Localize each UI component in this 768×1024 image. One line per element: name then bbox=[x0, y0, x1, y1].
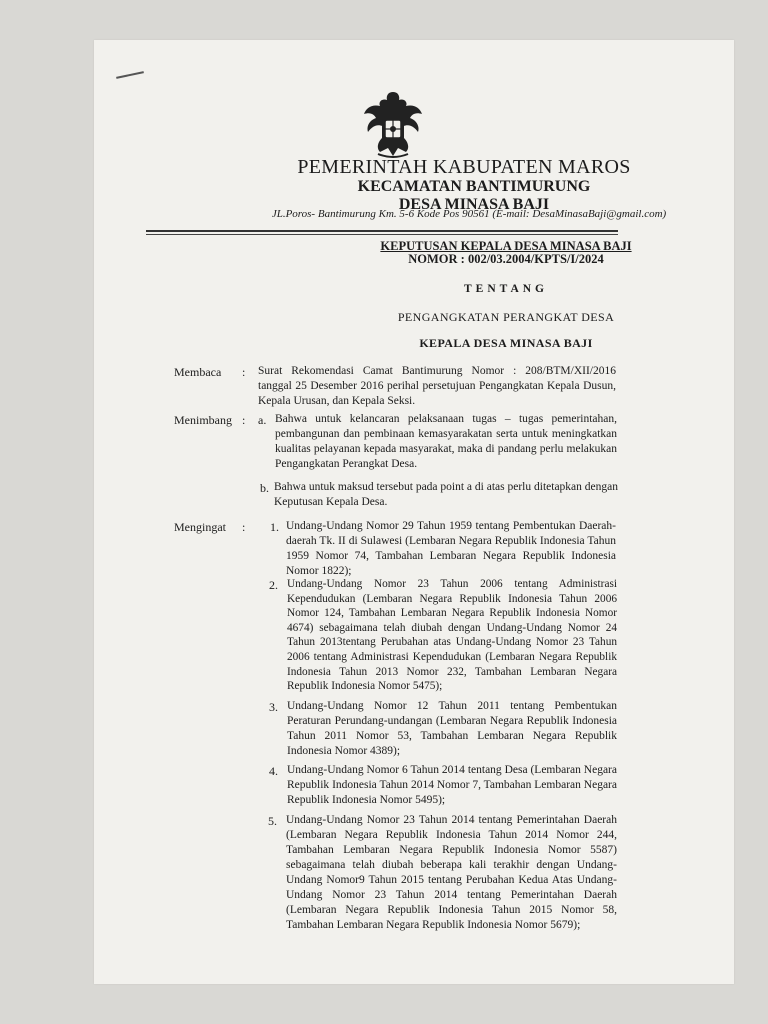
colon: : bbox=[242, 365, 246, 379]
item-number: 3. bbox=[269, 700, 278, 714]
point-b-marker: b. bbox=[260, 481, 269, 495]
decree-number: NOMOR : 002/03.2004/KPTS/I/2024 bbox=[408, 252, 604, 266]
menimbang-a: Bahwa untuk kelancaran pelaksanaan tugas – tugas pemerintahan, pembangunan dan pembinaan kemasyarakatan serta untuk meningkatkan kualitas pelayanan kepada masyarakat, maka di pandang perlu melakukan Pengangkatan Perangkat Desa. bbox=[275, 413, 617, 470]
colon: : bbox=[242, 413, 246, 427]
pen-mark bbox=[116, 71, 144, 79]
mengingat-item-4: Undang-Undang Nomor 6 Tahun 2014 tentang Desa (Lembaran Negara Republik Indonesia Tahun 2014 Nomor 7, Tambahan Lembaran Negara Republik Indonesia Nomor 5495); bbox=[287, 764, 617, 806]
membaca-text: Surat Rekomendasi Camat Bantimurung Nomor : 208/BTM/XII/2016 tanggal 25 Desember 2016 perihal persetujuan Pengangkatan Kepala Dusun, Kepala Urusan, dan Kepala Seksi. bbox=[258, 365, 616, 407]
mengingat-item-2: Undang-Undang Nomor 23 Tahun 2006 tentang Administrasi Kependudukan (Lembaran Negara Republik Indonesia Tahun 2006 Nomor 124, Tambahan Lembaran Negara Republik Indonesia Nomor 4674) sebagaimana telah diubah dengan Undang-Undang Nomor 24 Tahun 2013tentang Perubahan atas Undang-Undang Nomor 23 Tahun 2006 tentang Administrasi Kependudukan (Lembaran Negara Republik Indonesia Tahun 2013 Nomor 232, Tambahan Lembaran Negara Republik Indonesia Nomor 5475); bbox=[287, 578, 617, 693]
document-page bbox=[94, 40, 734, 984]
menimbang-b: Bahwa untuk maksud tersebut pada point a di atas perlu ditetapkan dengan Keputusan Kepala Desa. bbox=[274, 481, 618, 508]
item-number: 5. bbox=[268, 814, 277, 828]
header-government: PEMERINTAH KABUPATEN MAROS bbox=[297, 156, 631, 178]
mengingat-item-3: Undang-Undang Nomor 12 Tahun 2011 tentang Pembentukan Peraturan Perundang-undangan (Lembaran Negara Republik Indonesia Tahun 2011 Nomor 53, Tambahan Lembaran Negara Republik Indonesia Nomor 4389); bbox=[287, 700, 617, 757]
decree-title: KEPUTUSAN KEPALA DESA MINASA BAJI bbox=[380, 239, 632, 253]
tentang-heading: TENTANG bbox=[463, 283, 549, 295]
decree-issuer: KEPALA DESA MINASA BAJI bbox=[419, 336, 593, 350]
header-village: DESA MINASA BAJI bbox=[398, 196, 550, 213]
header-rule-thick bbox=[146, 230, 618, 232]
header-district: KECAMATAN BANTIMURUNG bbox=[357, 178, 591, 195]
header-rule-thin bbox=[146, 234, 618, 235]
point-a-marker: a. bbox=[258, 413, 267, 427]
mengingat-item-5: Undang-Undang Nomor 23 Tahun 2014 tentang Pemerintahan Daerah (Lembaran Negara Republik Indonesia Tahun 2014 Nomor 244, Tambahan Lembaran Negara Republik Indonesia Nomor 5587) sebagaimana telah diubah beberapa kali terakhir dengan Undang-Undang Nomor9 Tahun 2015 tentang Perubahan Kedua Atas Undang-Undang Nomor 23 Tahun 2014 tentang Pemerintahan Daerah (Lembaran Negara Republik Indonesia Tahun 2015 Nomor 58, Tambahan Lembaran Negara Republik Indonesia Nomor 5679); bbox=[286, 814, 617, 931]
item-number: 4. bbox=[269, 764, 278, 778]
colon: : bbox=[242, 520, 246, 534]
item-number: 2. bbox=[269, 578, 278, 592]
mengingat-item-1: Undang-Undang Nomor 29 Tahun 1959 tentang Pembentukan Daerah-daerah Tk. II di Sulawesi (Lembaran Negara Republik Indonesia Tahun 1959 Nomor 74, Tambahan Lembaran Negara Republik Indonesia Nomor 1822); bbox=[286, 520, 616, 577]
header-address: JL.Poros- Bantimurung Km. 5-6 Kode Pos 90561 (E-mail: DesaMinasaBaji@gmail.com) bbox=[271, 208, 667, 220]
item-number: 1. bbox=[270, 520, 279, 534]
decree-subject: PENGANGKATAN PERANGKAT DESA bbox=[397, 310, 615, 324]
label-menimbang: Menimbang bbox=[174, 413, 232, 427]
label-mengingat: Mengingat bbox=[174, 520, 226, 534]
garuda-emblem-icon bbox=[360, 86, 426, 160]
label-membaca: Membaca bbox=[174, 365, 222, 379]
